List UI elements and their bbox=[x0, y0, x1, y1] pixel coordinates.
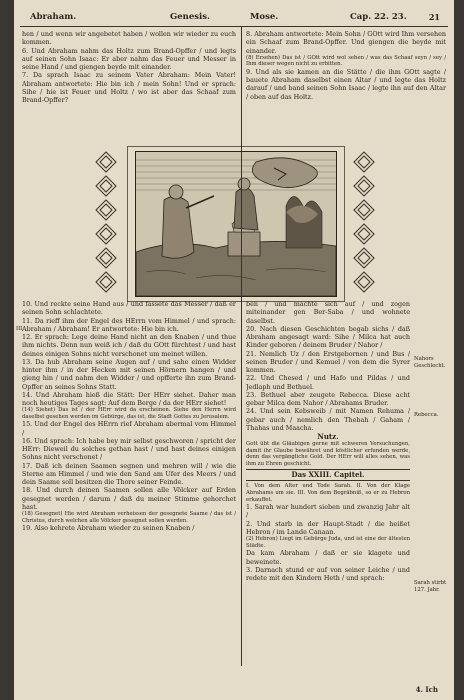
verse: 17. Daß ich deinen Saamen segnen und mehren will / wie die Sterne am Himmel / und wie den Sand am Ufer des Meers / und dein Saame soll besitzen die Thore seiner Feinde. bbox=[22, 461, 236, 487]
woodcut-sacrifice-of-isaac-icon bbox=[135, 151, 337, 297]
gloss: (2) Hebron) Liegt im Gebürge Juda, und ist eine der ältesten Städte. bbox=[246, 536, 410, 549]
verse: 1. Sarah war hundert sieben und zwanzig Jahr alt / bbox=[246, 503, 410, 520]
verse: 6. Und Abraham nahm das Holtz zum Brand-Opffer / und legts auf seinen Sohn Isaac: Er aber nahm das Feuer und Messer in seine Hand / und giengen beyde mit einander. bbox=[22, 46, 236, 71]
verse: 24. Und sein Kebsweib / mit Namen Rehuma / gebar auch / nemlich den Thebah / Gaham / Thahas und Maacha. bbox=[246, 407, 410, 432]
header-book: Genesis. bbox=[170, 12, 211, 22]
gloss: (14) Siehet) Das ist / der HErr wird da erscheinen. Siehe den Herrn wird daselbst gesehen werden im Gebürge, das ist, die Stadt Gottes zu Jerusalem. bbox=[22, 407, 236, 420]
verse: 23. Bethuel aber zeugete Rebecca. Diese acht gebar Milca dem Nahor / Abrahams Bruder. bbox=[246, 390, 410, 407]
verse: 12. Er sprach: Lege deine Hand nicht an den Knaben / und thue ihm nichts. Denn nun weiß ich / daß du GOtt fürchtest / und hast deines einigen Sohns nicht verschonet um meinet willen. bbox=[22, 333, 236, 358]
verse: 18. Und durch deinen Saamen sollen alle Völcker auf Erden gesegnet werden / darum / daß du meiner Stimme gehorchet hast. bbox=[22, 486, 236, 511]
verse: 11. Da rieff ihm der Engel des HErrn vom Himmel / und sprach: Abraham / Abraham! Er antwortete: Hie bin ich. bbox=[22, 316, 236, 333]
right-top-column bbox=[246, 30, 446, 142]
verse: ben / und machte sich auf / und zogen miteinander gen Ber-Saba / und wohnete daselbst. bbox=[246, 300, 410, 325]
verse: 8. Abraham antwortete: Mein Sohn / GOtt wird Ihm versehen ein Schaaf zum Brand-Opffer. Und giengen die beyde mit einander. bbox=[246, 30, 446, 55]
verse: hen / und wenn wir angebetet haben / wollen wir wieder zu euch kommen. bbox=[22, 30, 236, 47]
verse: 2. Und starb in der Haupt-Stadt / die heißet Hebron / im Lande Canaan. bbox=[246, 519, 410, 536]
left-top-column bbox=[22, 30, 236, 142]
catchword: 4. Ich bbox=[415, 685, 438, 694]
verse: 16. Und sprach: Ich habe bey mir selbst geschworen / spricht der HErr: Dieweil du solches gethan hast / und hast deines einigen Sohns nicht verschonet / bbox=[22, 436, 236, 462]
chapter-title-box bbox=[246, 469, 410, 481]
nutz-heading: Nutz. bbox=[317, 432, 339, 441]
verse: 10. Und reckte seine Hand aus / und fassete das Messer / daß er seinen Sohn schlachtete. bbox=[22, 300, 236, 317]
verse: Da kam Abraham / daß er sie klagete und beweinete. bbox=[246, 549, 410, 566]
verse: 3. Darnach stund er auf von seiner Leiche / und redete mit den Kindern Heth / und sprach: bbox=[246, 565, 410, 583]
header-right-book: Mose. bbox=[250, 12, 279, 22]
verse: 20. Nach diesen Geschichten begab sichs / daß Abraham angesagt ward: Sihe / Milca hat auch Kinder geboren / deinem Bruder / Nahor / bbox=[246, 324, 410, 350]
book-page bbox=[14, 0, 454, 700]
verse: 15. Und der Engel des HErrn rief Abraham abermal vom Himmel / bbox=[22, 420, 236, 437]
gloss: (18) Gesegnet) Hie wird Abraham verheissen der gesegnete Saame / das ist / Christus, durch welchen alle Völcker gesegnet sollen werden. bbox=[22, 511, 236, 524]
verse: 14. Und Abraham hieß die Stätt: Der HErr siehet. Daher man noch heutiges Tages sagt: Auf dem Berge / da der HErr siehet! bbox=[22, 390, 236, 407]
chapter-summary: I. Von dem Alter und Tode Sarah. II. Von der Klage Abrahams um sie. III. Von dem Begräbniß, so er zu Hebron erkauffet. bbox=[246, 483, 410, 503]
header-rule bbox=[20, 26, 448, 27]
header-chapter: Cap. 22. 23. bbox=[350, 12, 407, 22]
running-header bbox=[20, 12, 448, 25]
verse: 13. Da hub Abraham seine Augen auf / und sahe einen Widder hinter ihm / in der Hecken mit seinen Hörnern hangen / und gieng hin / und nahm den Widder / und opfferte ihn zum Brand-Opffer an seines Sohns Statt. bbox=[22, 357, 236, 391]
verse: 19. Also kehrete Abraham wieder zu seinen Knaben / bbox=[22, 524, 195, 533]
margin-note-sarah: Sarah stirbt 127. Jahr. bbox=[414, 580, 447, 593]
margin-note-left: III. bbox=[16, 326, 24, 332]
margin-note-nahor: Nahors Geschlecht. bbox=[414, 356, 446, 369]
verse: 22. Und Chesed / und Hafo und Pildas / und Jedlaph und Bethuel. bbox=[246, 374, 410, 391]
column-rule bbox=[241, 26, 242, 666]
verse: 7. Da sprach Isaac zu seinem Vater Abraham: Mein Vater! Abraham antwortete: Hie bin ich / mein Sohn! Und er sprach: Sihe / hie ist Feuer und Holtz / wo ist aber das Schaaf zum Brand-Opffer? bbox=[22, 71, 236, 104]
verse: 21. Nemlich Uz / den Erstgebornen / und Bus / seinen Bruder / und Kemuel / von dem die Syrer kommen. bbox=[246, 349, 410, 374]
nutz-text: Gott übt die Gläubigen gerne mit schweren Versuchungen, damit ihr Glaube bewähret und köstlicher erfunden werde, denn das vergängliche Gold. Der HErr will alles sehen, was ihm zu Ehren geschicht. bbox=[246, 441, 410, 467]
ornament-right-icon bbox=[350, 148, 378, 298]
verse: 9. Und als sie kamen an die Stätte / die ihm GOtt sagte / bauete Abraham daselbst einen Altar / und legte das Holtz darauf / und band seinen Sohn Isaac / legte ihn auf den Altar / oben auf das Holtz. bbox=[246, 67, 446, 101]
left-bottom-column bbox=[22, 300, 236, 670]
page-number: 21 bbox=[428, 12, 440, 22]
right-bottom-column bbox=[246, 300, 410, 670]
gloss: (8) Ersehen) Das ist / GOtt wird wol sehen / was das Schaaf seyn / sey / Ihm dieser wegen nicht zu erbitten. bbox=[246, 54, 446, 68]
header-left: Abraham. bbox=[30, 12, 77, 22]
ornament-left-icon bbox=[92, 148, 120, 298]
chapter-title: Das XXIII. Capitel. bbox=[291, 470, 365, 480]
margin-note-rebecca: Rebecca. bbox=[414, 412, 439, 418]
